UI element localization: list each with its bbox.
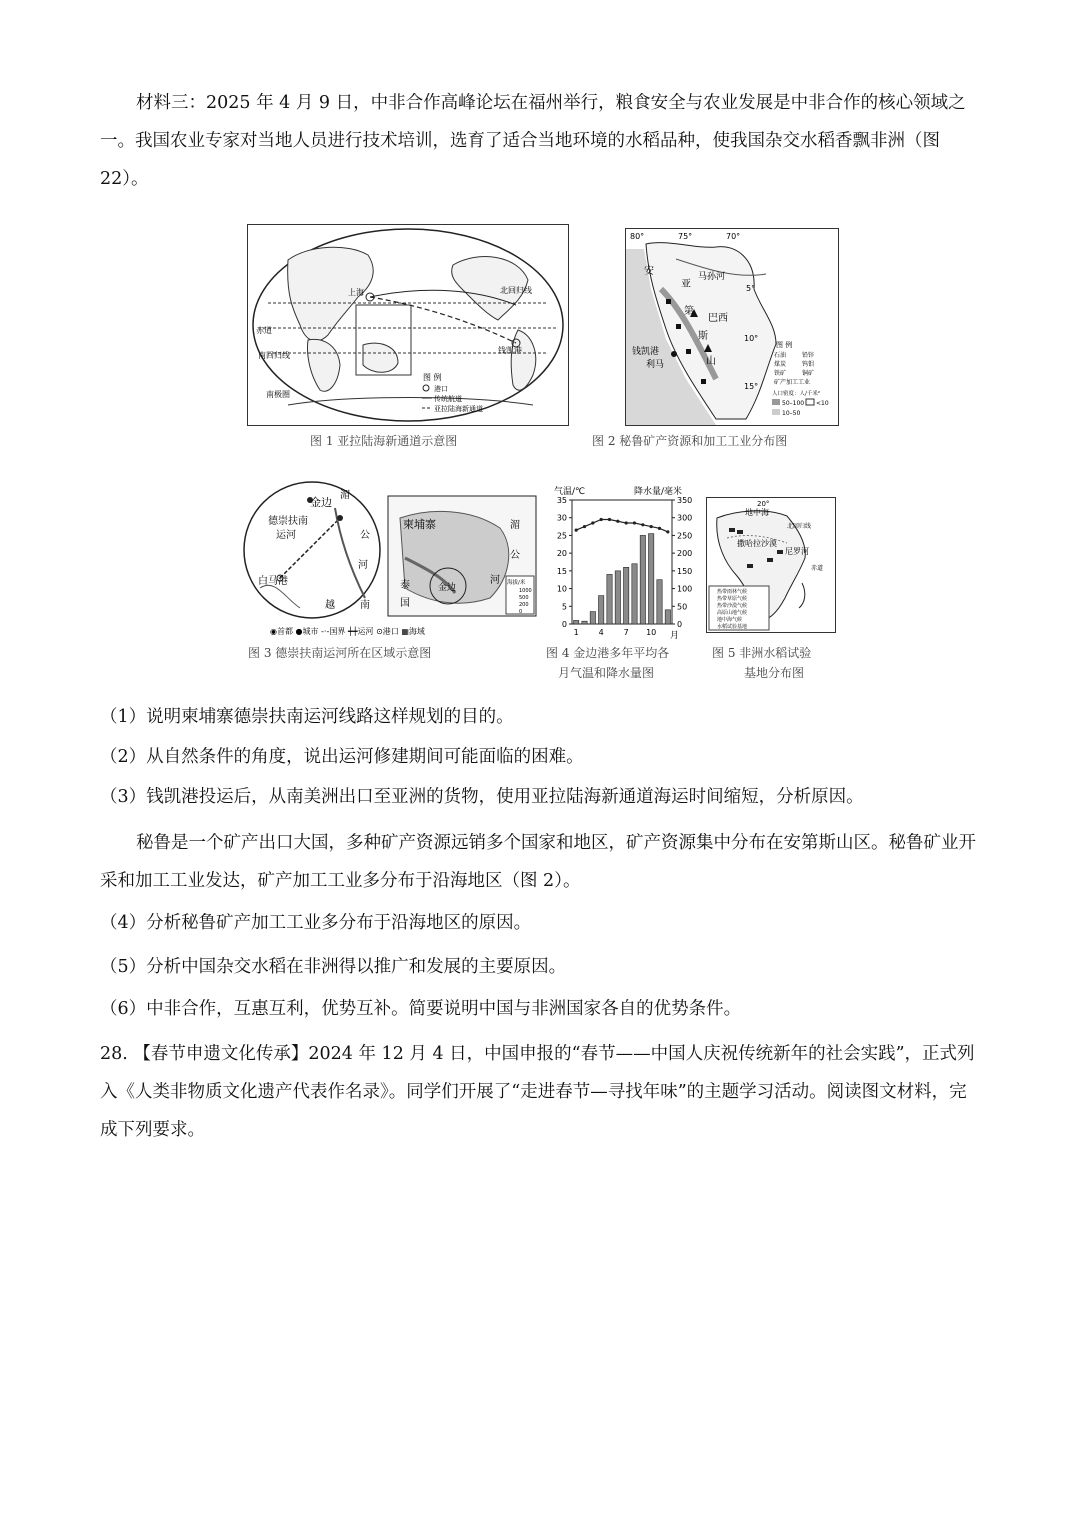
label-guo: 国: [400, 598, 410, 609]
figure-1-world-map: [247, 224, 569, 426]
label-canal-line1: 德崇扶南: [268, 516, 308, 527]
peru-paragraph: 秘鲁是一个矿产出口大国，多种矿产资源远销多个国家和地区，矿产资源集中分布在安第斯山区。秘鲁矿业开采和加工工业发达，矿产加工工业多分布于沿海地区（图 2）。: [100, 833, 976, 891]
left-tick-label: 10: [556, 584, 567, 594]
question-1: （1）说明柬埔寨德崇扶南运河线路这样规划的目的。: [100, 707, 514, 727]
x-tick-label: 1: [573, 628, 579, 637]
question-4: （4）分析秘鲁矿产加工工业多分布于沿海地区的原因。: [100, 913, 532, 933]
coord-80: 80°: [630, 232, 645, 241]
right-tick-label: 150: [677, 566, 693, 576]
right-tick-label: 300: [677, 513, 693, 523]
legend-density-mid: 10–50: [782, 410, 801, 417]
precip-bar: [640, 535, 645, 624]
right-tick-label: 350: [677, 496, 693, 505]
left-tick-label: 15: [556, 566, 567, 576]
legend-tungsten: 钨钼: [802, 361, 815, 368]
month-axis-label: 月: [670, 631, 680, 641]
label-phnom-penh: 金边: [310, 496, 332, 509]
elev-0: 0: [519, 609, 523, 615]
legend-title: 图 例: [776, 341, 793, 349]
label-equator: 赤道: [811, 565, 824, 572]
temperature-point: [616, 520, 619, 523]
precip-bar: [599, 596, 604, 624]
label-he: 河: [358, 560, 368, 571]
precip-axis-label: 降水量/毫米: [634, 487, 683, 497]
label-lima: 利马: [646, 360, 665, 370]
label-phnom-penh-inset: 金边: [438, 583, 457, 593]
label-chancay: 钱凯港: [498, 346, 522, 355]
elev-500: 500: [519, 595, 529, 601]
legend-rice-base: 水稻试验基地: [717, 624, 748, 630]
africa-map-graphic: [707, 498, 835, 632]
left-tick-label: 20: [556, 549, 567, 559]
label-an: 安: [644, 266, 654, 277]
coord-75: 75°: [678, 232, 693, 241]
legend-lead-zinc: 铅锌: [802, 352, 815, 359]
legend-iron: 铁矿: [774, 370, 787, 377]
legend-mediterranean: 地中海气候: [717, 617, 743, 623]
figure-1-caption: 图 1 亚拉陆海新通道示意图: [310, 434, 458, 448]
precip-bar: [649, 534, 654, 624]
label-mei: 湄: [340, 490, 350, 501]
label-mediterranean: 地中海: [745, 508, 769, 517]
label-ya: 亚: [681, 279, 691, 290]
label-20-deg: 20°: [757, 500, 770, 508]
left-tick-label: 30: [556, 513, 567, 523]
label-nan: 南: [360, 600, 370, 611]
question-5: （5）分析中国杂交水稻在非洲得以推广和发展的主要原因。: [100, 957, 567, 977]
precip-bar: [590, 612, 595, 624]
precip-bar: [657, 580, 662, 624]
precip-bar: [632, 564, 637, 624]
temperature-point: [608, 518, 611, 521]
right-tick-label: 50: [677, 602, 688, 612]
elev-1000: 1000: [519, 588, 532, 594]
elev-200: 200: [519, 602, 529, 608]
label-si: 斯: [698, 331, 708, 342]
precip-bar: [615, 571, 620, 624]
legend-density-low: <10: [816, 400, 829, 407]
left-tick-label: 0: [561, 620, 567, 629]
legend-new-corridor: 亚拉陆海新通道: [434, 405, 483, 413]
world-map-graphic: [248, 225, 568, 425]
label-tropic-north: 北回归线: [500, 286, 532, 295]
temperature-point: [650, 525, 653, 528]
label-shanghai: 上海: [348, 288, 364, 297]
left-tick-label: 5: [561, 602, 567, 612]
precip-bar: [624, 567, 629, 624]
canal-map-graphic: [240, 478, 540, 640]
temperature-point: [591, 521, 594, 524]
legend-savanna: 热带草原气候: [717, 596, 748, 602]
label-antarctic-circle: 南极圈: [266, 390, 290, 399]
question-6: （6）中非合作，互惠互利，优势互补。简要说明中国与非洲国家各自的优势条件。: [100, 999, 742, 1019]
left-tick-label: 25: [556, 531, 567, 541]
legend-density-title: 人口密度：人/千米²: [772, 391, 821, 397]
figure-5-caption-line1: 图 5 非洲水稻试验: [712, 646, 812, 660]
coord-15: 15°: [744, 382, 759, 391]
label-mekong-3: 河: [490, 575, 500, 586]
climate-chart-svg: [548, 484, 698, 644]
temperature-point: [600, 518, 603, 521]
legend-highland: 高原山地气候: [717, 610, 748, 616]
temp-axis-label: 气温/℃: [554, 487, 586, 497]
figure-5-caption-line2: 基地分布图: [744, 666, 805, 680]
temperature-point: [633, 521, 636, 524]
precip-bar: [665, 610, 670, 624]
label-elevation: 海拔/米: [507, 580, 526, 586]
material-three-paragraph: 材料三：2025 年 4 月 9 日，中非合作高峰论坛在福州举行，粮食安全与农业发展是中非合作的核心领域之一。我国农业专家对当地人员进行技术培训，选育了适合当地环境的水稻品种，使我国杂交水稻香飘非洲（图 22）。: [100, 93, 966, 189]
label-cambodia: 柬埔寨: [403, 518, 436, 531]
temperature-line: [576, 519, 668, 531]
temperature-point: [575, 529, 578, 532]
question-2: （2）从自然条件的角度，说出运河修建期间可能面临的困难。: [100, 747, 584, 767]
legend-processing: 矿产加工工业: [774, 379, 811, 386]
figure-3-caption: 图 3 德崇扶南运河所在区域示意图: [248, 646, 432, 660]
item-28-paragraph: 28. 【春节申遗文化传承】2024 年 12 月 4 日，中国申报的“春节——中国人庆祝传统新年的社会实践”，正式列入《人类非物质文化遗产代表作名录》。同学们开展了“走进春节—寻找年味”的主题学习活动。阅读图文材料，完成下列要求。: [100, 1044, 975, 1140]
x-tick-label: 10: [646, 628, 657, 637]
label-canal-line2: 运河: [276, 530, 296, 541]
x-tick-label: 4: [598, 628, 604, 637]
label-tropic-south: 南回归线: [258, 351, 290, 360]
legend-oil: 石油: [774, 352, 787, 359]
x-tick-label: 7: [623, 628, 629, 637]
temperature-point: [658, 527, 661, 530]
label-yue: 越: [325, 600, 335, 611]
precip-bar: [607, 574, 612, 624]
left-tick-label: 35: [556, 496, 567, 505]
label-baima-port: 白马港: [258, 576, 288, 587]
legend-copper: 铜矿: [802, 370, 815, 377]
figure-2-caption: 图 2 秘鲁矿产资源和加工工业分布图: [592, 434, 788, 448]
figure-4-caption-line2: 月气温和降水量图: [558, 666, 655, 680]
label-nile: 尼罗河: [785, 547, 809, 556]
legend-density-high: 50–100: [782, 400, 805, 407]
precip-bar: [582, 621, 587, 624]
coord-70: 70°: [726, 232, 741, 241]
right-tick-label: 0: [677, 620, 683, 629]
label-sahara: 撒哈拉沙漠: [737, 539, 777, 548]
coord-5: 5°: [746, 284, 756, 293]
legend-port: 港口: [434, 385, 448, 393]
label-brazil: 巴西: [708, 313, 728, 324]
peru-map-graphic: [626, 229, 838, 425]
label-amazon: 马孙河: [698, 272, 726, 282]
label-di: 第: [684, 306, 694, 317]
figure-4-caption-line1: 图 4 金边港多年平均各: [546, 646, 670, 660]
figure-5-africa-map: [706, 497, 836, 633]
temperature-point: [583, 525, 586, 528]
legend-traditional-route: 传统航道: [434, 395, 462, 403]
label-tropic-north: 北回归线: [787, 523, 812, 530]
label-mekong-2: 公: [510, 550, 520, 561]
label-equator: 赤道: [256, 326, 272, 335]
legend-title: 图 例: [423, 373, 442, 382]
right-tick-label: 250: [677, 531, 693, 541]
coord-10: 10°: [744, 334, 759, 343]
figure-3-legend: ◉首都 ●城市 -·-国界 ┿┿运河 ⊙港口 ▦海域: [270, 627, 425, 636]
legend-coal: 煤炭: [774, 361, 787, 368]
label-mekong-1: 湄: [510, 520, 520, 531]
label-gong: 公: [360, 530, 370, 541]
figure-4-climate-chart: [548, 484, 698, 644]
label-thai: 泰: [400, 580, 410, 591]
label-chancay-port: 钱凯港: [632, 347, 660, 357]
temperature-point: [666, 530, 669, 533]
temperature-point: [641, 523, 644, 526]
legend-rainforest: 热带雨林气候: [717, 589, 748, 595]
temperature-point: [625, 521, 628, 524]
right-tick-label: 200: [677, 549, 693, 559]
figure-2-peru-map: [625, 228, 839, 426]
question-3: （3）钱凯港投运后，从南美洲出口至亚洲的货物，使用亚拉陆海新通道海运时间缩短，分析原因。: [100, 787, 864, 807]
precip-bar: [574, 620, 579, 624]
figure-3-canal-map: [240, 478, 540, 640]
label-shan: 山: [706, 356, 716, 367]
legend-desert: 热带沙漠气候: [717, 603, 748, 609]
right-tick-label: 100: [677, 584, 693, 594]
